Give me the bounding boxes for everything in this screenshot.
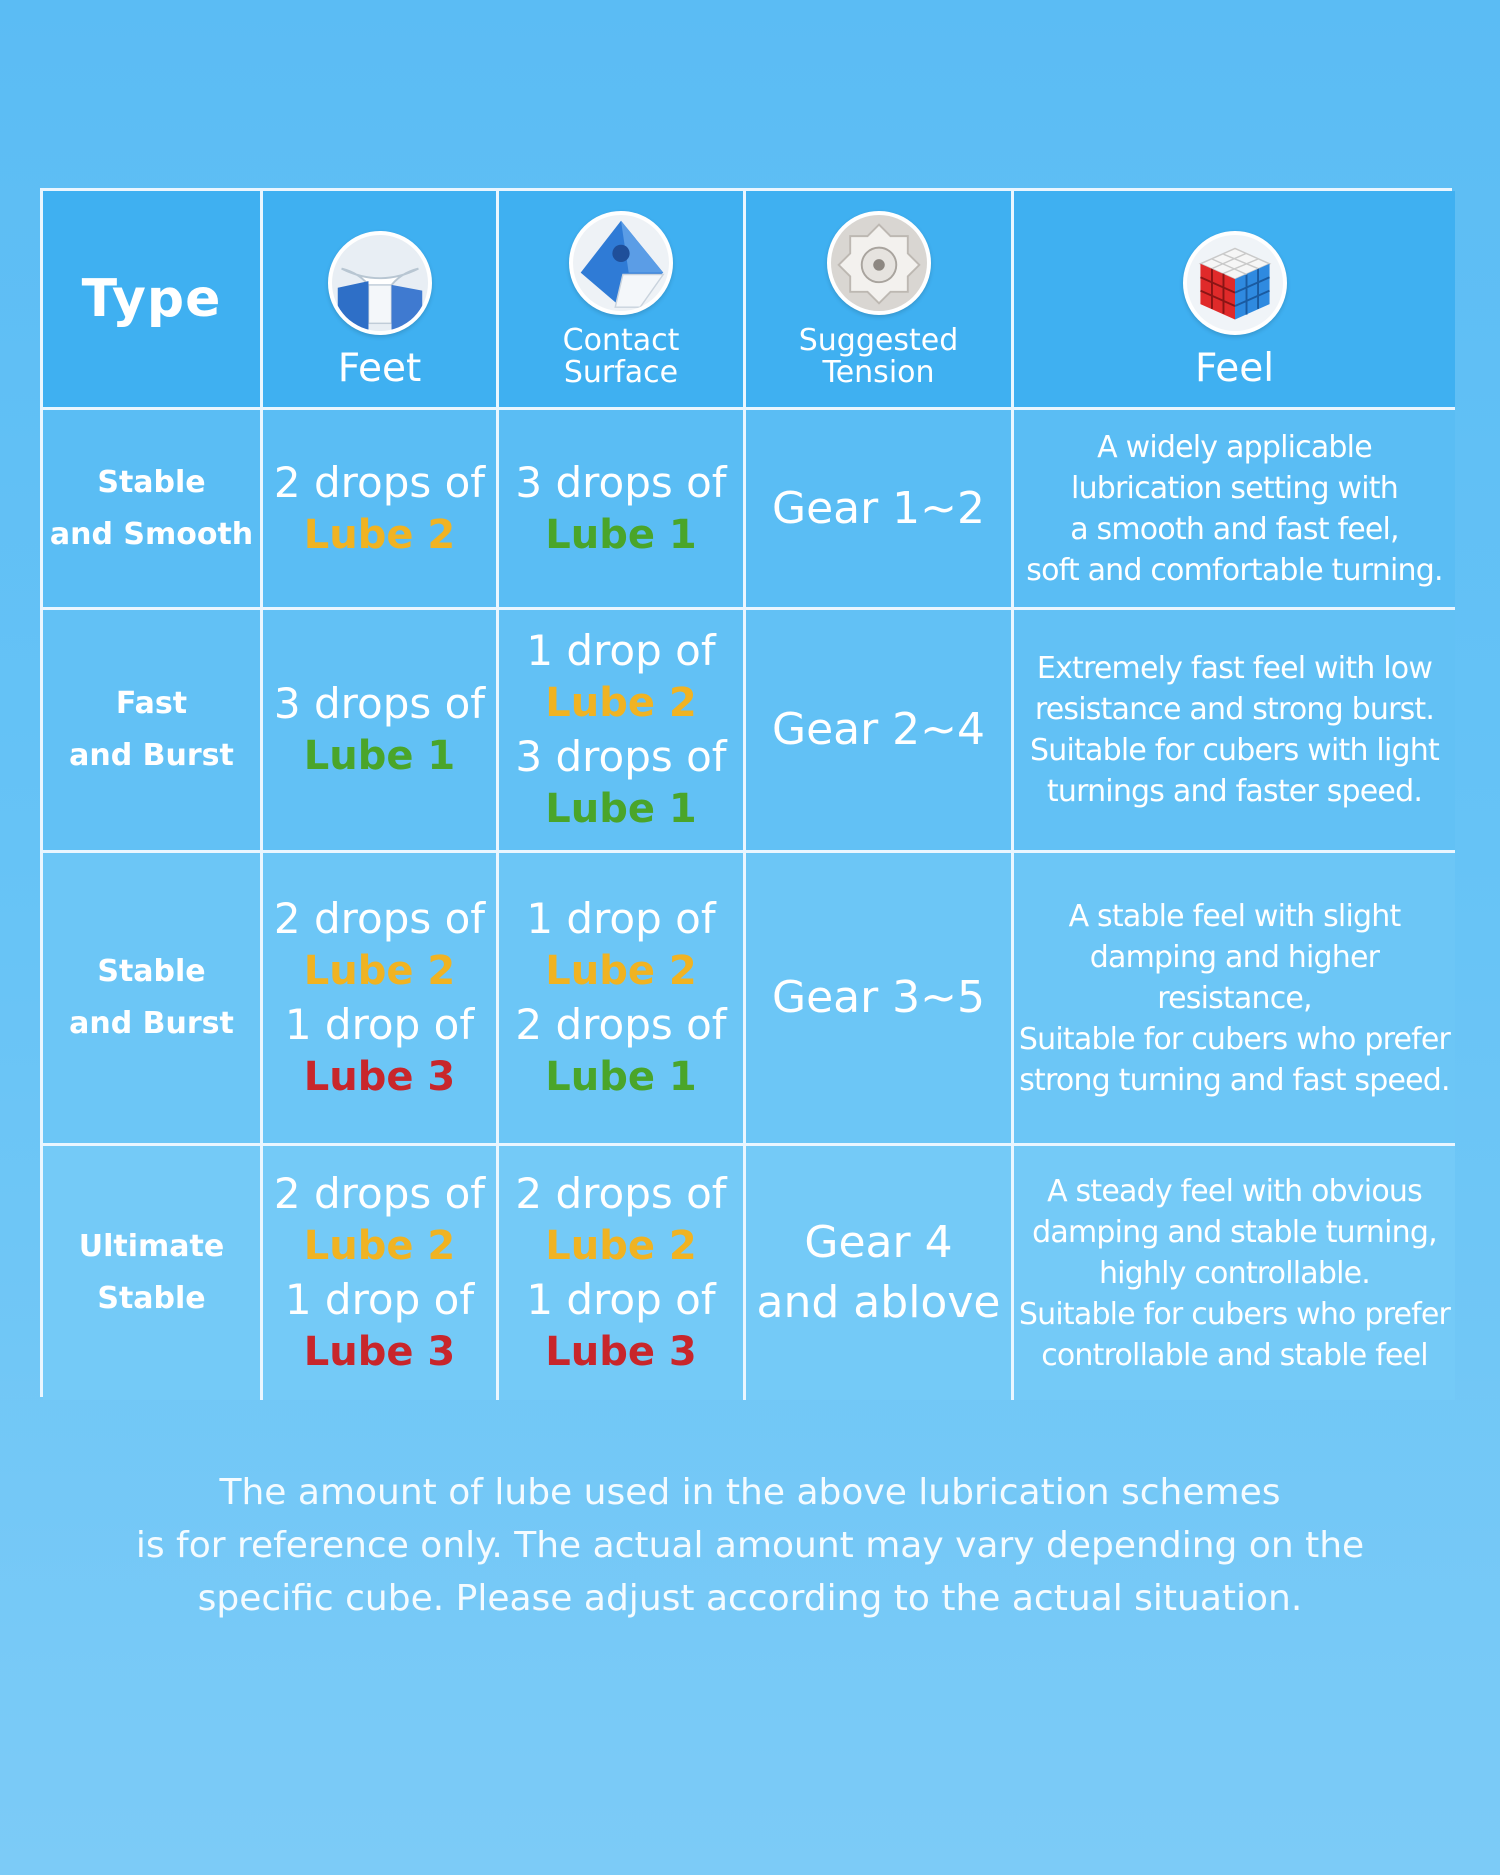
row4-feet-lube-2: Lube 3 — [303, 1329, 456, 1375]
row2-gear: Gear 2~4 — [771, 704, 986, 755]
row2-feet-drops: 3 drops of — [273, 679, 486, 728]
row2-contact-lube-2: Lube 1 — [545, 786, 697, 832]
footnote — [0, 1466, 1500, 1625]
row3-contact-lube-1: Lube 2 — [545, 948, 697, 994]
row2-feel-line4: turnings and faster speed. — [1046, 774, 1423, 809]
row2-feel-line1: Extremely fast feel with low — [1036, 651, 1433, 686]
row1-feet-lube: Lube 2 — [303, 511, 456, 558]
row4-feet-drops-2: 1 drop of — [284, 1275, 475, 1324]
row4-gear-line1: Gear 4 — [804, 1217, 953, 1268]
row3-type-line2: and Burst — [69, 1006, 234, 1041]
row2-feel — [1014, 610, 1455, 853]
header-contact-line1: Contact — [562, 323, 680, 358]
row3-feet-drops-1: 2 drops of — [273, 894, 486, 943]
header-feet-label: Feet — [337, 346, 422, 391]
row3-feel — [1014, 853, 1455, 1146]
row3-contact-drops-2: 2 drops of — [515, 1000, 727, 1049]
row1-feel-line1: A widely applicable — [1097, 429, 1372, 465]
row3-feel-line4: strong turning and fast speed. — [1019, 1062, 1450, 1098]
row1-type-line2: and Smooth — [49, 516, 254, 552]
row4-type-line2: Stable — [97, 1281, 206, 1316]
row2-feet — [263, 610, 499, 853]
row3-feet-drops-2: 1 drop of — [284, 1000, 475, 1049]
header-suggested-tension-label — [799, 325, 959, 389]
row4-feel-line3: highly controllable. — [1098, 1255, 1371, 1291]
row3-contact — [499, 853, 746, 1146]
row2-contact-drops-1: 1 drop of — [526, 626, 716, 675]
row3-feel-line1: A stable feel with slight — [1068, 898, 1401, 934]
header-suggested-tension — [746, 191, 1014, 410]
row4-feet — [263, 1146, 499, 1400]
header-tension-line1: Suggested — [798, 323, 959, 358]
row4-feel-line5: controllable and stable feel — [1041, 1337, 1428, 1373]
row2-contact — [499, 610, 746, 853]
row2-feet-lube: Lube 1 — [303, 733, 456, 779]
row3-feet — [263, 853, 499, 1146]
row3-type-line1: Stable — [97, 954, 206, 989]
row3-feel-line3: Suitable for cubers who prefer — [1018, 1021, 1451, 1057]
row2-contact-drops-2: 3 drops of — [515, 732, 727, 781]
row4-contact-lube-1: Lube 2 — [545, 1223, 697, 1269]
row1-feel-line3: a smooth and fast feel, — [1070, 511, 1399, 547]
row1-contact-lube: Lube 1 — [545, 511, 697, 558]
contact-surface-icon — [569, 211, 673, 315]
header-feel — [1014, 191, 1455, 410]
row1-tension — [746, 410, 1014, 610]
row1-feet-drops: 2 drops of — [273, 457, 486, 507]
cube-feet-icon — [328, 231, 432, 335]
row4-contact-drops-2: 1 drop of — [526, 1275, 716, 1324]
row1-feel — [1014, 410, 1455, 610]
row4-feet-drops-1: 2 drops of — [273, 1169, 486, 1218]
header-contact-line2: Surface — [563, 355, 679, 390]
row4-contact — [499, 1146, 746, 1400]
row1-feet — [263, 410, 499, 610]
header-type — [43, 191, 263, 410]
row2-type-line1: Fast — [115, 686, 188, 721]
row3-tension — [746, 853, 1014, 1146]
header-feet — [263, 191, 499, 410]
row4-gear-line2: and ablove — [756, 1277, 1001, 1328]
row2-feel-line3: Suitable for cubers with light — [1030, 733, 1439, 768]
row1-feel-line2: lubrication setting with — [1071, 470, 1398, 506]
row4-contact-lube-2: Lube 3 — [545, 1329, 697, 1375]
header-tension-line2: Tension — [822, 355, 935, 390]
row3-contact-drops-1: 1 drop of — [526, 894, 716, 943]
row2-type — [43, 610, 263, 853]
row3-feet-lube-1: Lube 2 — [303, 948, 456, 994]
row3-contact-lube-2: Lube 1 — [545, 1054, 697, 1100]
row1-feel-line4: soft and comfortable turning. — [1026, 552, 1443, 588]
header-feel-label: Feel — [1194, 346, 1275, 391]
row1-contact — [499, 410, 746, 610]
row4-feet-lube-1: Lube 2 — [303, 1223, 456, 1269]
row4-feel — [1014, 1146, 1455, 1400]
footnote-line2: is for reference only. The actual amount may vary depending on the — [135, 1525, 1365, 1566]
footnote-line1: The amount of lube used in the above lubrication schemes — [219, 1472, 1281, 1513]
header-contact-surface — [499, 191, 746, 410]
row4-feel-line2: damping and stable turning, — [1032, 1214, 1437, 1250]
row1-gear: Gear 1~2 — [771, 482, 986, 534]
row4-feel-line1: A steady feel with obvious — [1047, 1173, 1422, 1209]
row3-feel-line2: damping and higher resistance, — [1089, 939, 1380, 1016]
row1-type-line1: Stable — [97, 464, 206, 500]
row2-tension — [746, 610, 1014, 853]
header-contact-surface-label — [563, 325, 680, 389]
tension-spring-icon — [827, 211, 931, 315]
row2-type-line2: and Burst — [69, 738, 234, 773]
row1-type — [43, 410, 263, 610]
row1-contact-drops: 3 drops of — [515, 457, 727, 507]
row4-feel-line4: Suitable for cubers who prefer — [1018, 1296, 1451, 1332]
row4-contact-drops-1: 2 drops of — [515, 1169, 727, 1218]
row3-feet-lube-2: Lube 3 — [303, 1054, 456, 1100]
header-type-label: Type — [81, 269, 222, 329]
row4-type — [43, 1146, 263, 1400]
rubiks-cube-icon — [1183, 231, 1287, 335]
row2-contact-lube-1: Lube 2 — [545, 680, 697, 726]
footnote-line3: specific cube. Please adjust according to the actual situation. — [197, 1578, 1303, 1619]
row3-type — [43, 853, 263, 1146]
row4-tension — [746, 1146, 1014, 1400]
row4-type-line1: Ultimate — [78, 1229, 225, 1264]
row3-gear: Gear 3~5 — [771, 972, 986, 1023]
row2-feel-line2: resistance and strong burst. — [1034, 692, 1435, 727]
lube-scheme-table — [40, 188, 1452, 1397]
